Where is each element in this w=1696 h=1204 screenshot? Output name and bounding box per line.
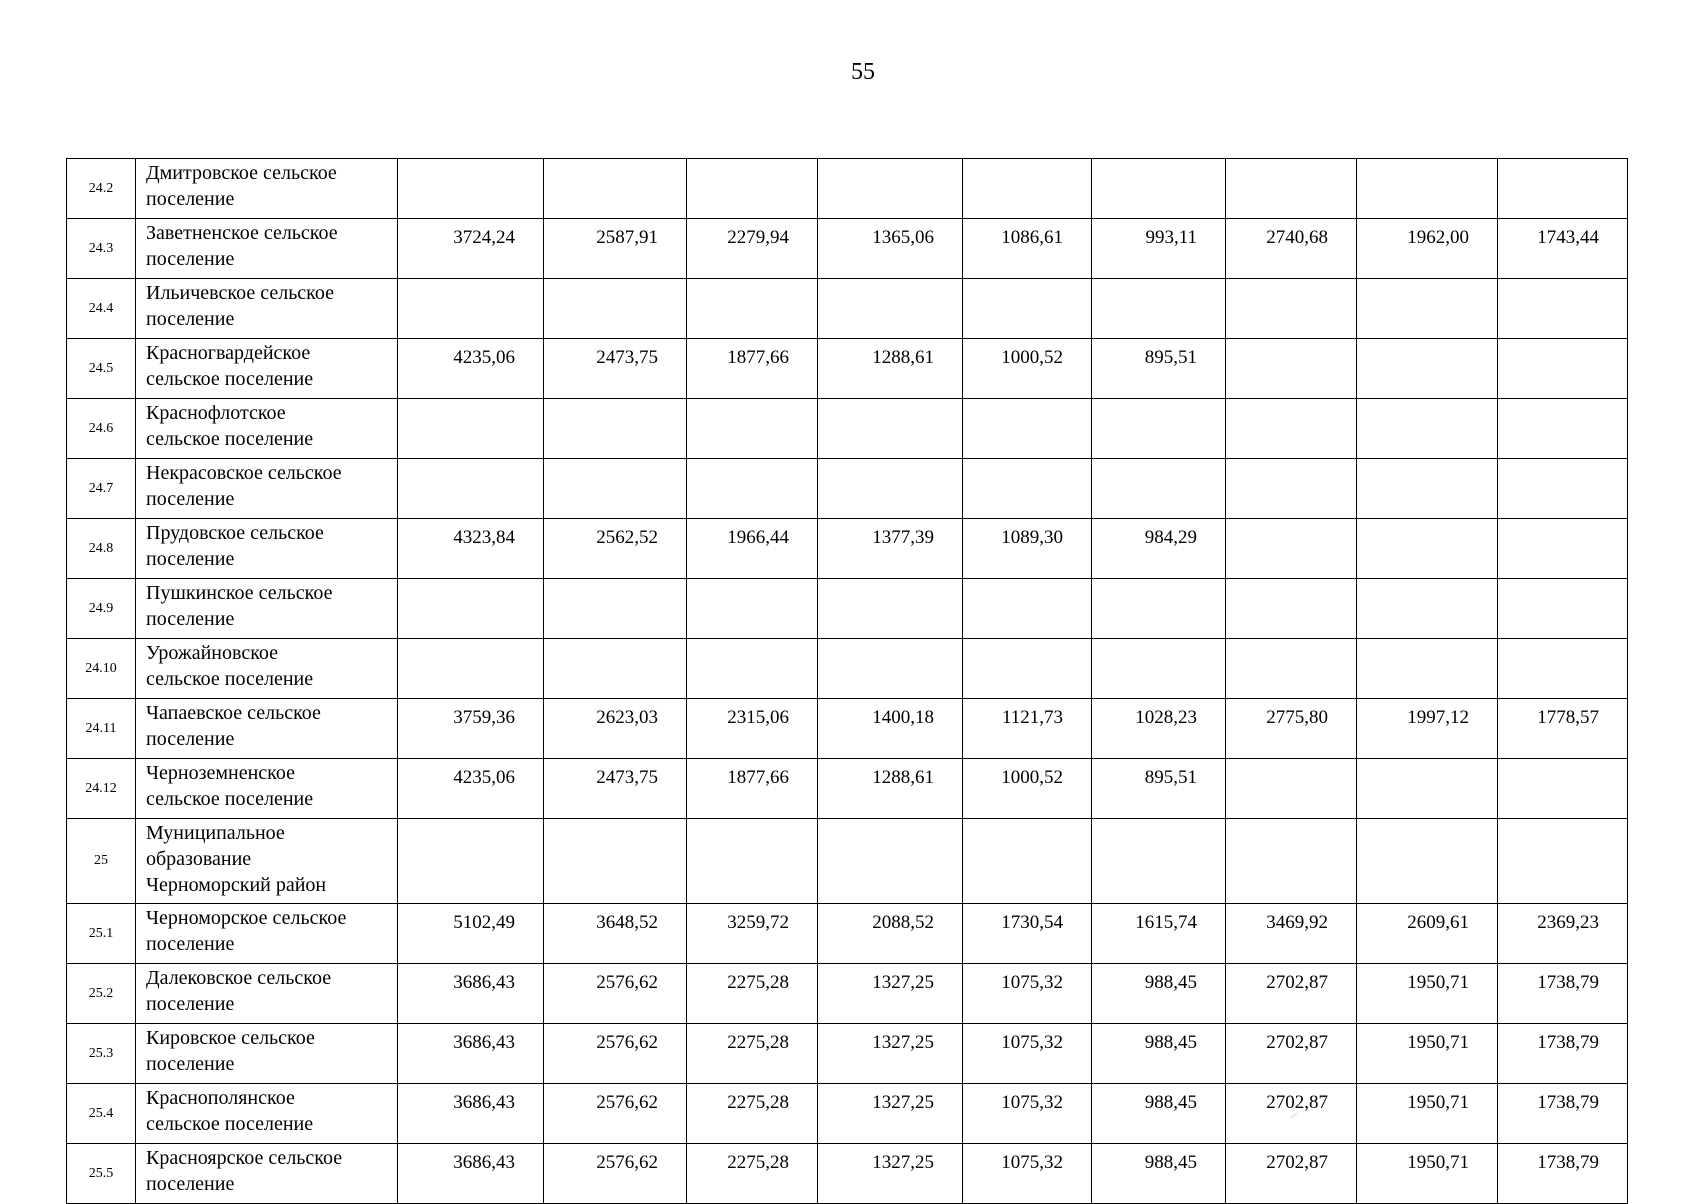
- settlement-name-line: сельское поселение: [146, 788, 314, 810]
- value-cell: [963, 399, 1092, 459]
- settlement-name: [136, 519, 398, 579]
- value-cell: [1357, 459, 1498, 519]
- value-cell: [1357, 399, 1498, 459]
- value-cell: [1226, 819, 1357, 904]
- value-cell: 895,51: [1092, 339, 1226, 399]
- value-cell: [1092, 459, 1226, 519]
- row-number: 24.7: [67, 459, 136, 519]
- value-cell: 1950,71: [1357, 964, 1498, 1024]
- value-cell: 1615,74: [1092, 904, 1226, 964]
- value-cell: 3686,43: [398, 1144, 544, 1204]
- value-cell: [398, 819, 544, 904]
- value-cell: [544, 579, 687, 639]
- value-cell: [1226, 459, 1357, 519]
- settlement-name-line: поселение: [146, 188, 235, 210]
- value-cell: [1357, 819, 1498, 904]
- value-cell: [963, 579, 1092, 639]
- value-cell: [544, 279, 687, 339]
- value-cell: [398, 399, 544, 459]
- settlement-name: [136, 219, 398, 279]
- settlement-name-line: Урожайновское: [146, 642, 279, 664]
- value-cell: 1950,71: [1357, 1084, 1498, 1144]
- value-cell: [963, 819, 1092, 904]
- value-cell: 1962,00: [1357, 219, 1498, 279]
- value-cell: [1092, 399, 1226, 459]
- value-cell: [398, 279, 544, 339]
- settlement-name-line: поселение: [146, 1173, 235, 1195]
- value-cell: 1327,25: [818, 1024, 963, 1084]
- value-cell: 1089,30: [963, 519, 1092, 579]
- value-cell: 1738,79: [1498, 1084, 1628, 1144]
- value-cell: [818, 159, 963, 219]
- value-cell: 1086,61: [963, 219, 1092, 279]
- value-cell: 988,45: [1092, 964, 1226, 1024]
- value-cell: 2775,80: [1226, 699, 1357, 759]
- settlement-name: [136, 339, 398, 399]
- settlement-name: [136, 399, 398, 459]
- settlement-name: [136, 279, 398, 339]
- value-cell: [1357, 639, 1498, 699]
- settlement-name-line: Черноземненское: [146, 762, 295, 784]
- value-cell: [1498, 399, 1628, 459]
- value-cell: [398, 639, 544, 699]
- value-cell: [963, 639, 1092, 699]
- value-cell: 2740,68: [1226, 219, 1357, 279]
- row-number: 25.3: [67, 1024, 136, 1084]
- value-cell: [544, 819, 687, 904]
- value-cell: [818, 819, 963, 904]
- settlement-name: [136, 1144, 398, 1204]
- value-cell: 5102,49: [398, 904, 544, 964]
- value-cell: 2576,62: [544, 964, 687, 1024]
- table-row: [67, 1024, 1628, 1084]
- value-cell: 988,45: [1092, 1024, 1226, 1084]
- value-cell: 2609,61: [1357, 904, 1498, 964]
- value-cell: 1075,32: [963, 1144, 1092, 1204]
- value-cell: 1365,06: [818, 219, 963, 279]
- value-cell: [1498, 279, 1628, 339]
- value-cell: 1950,71: [1357, 1024, 1498, 1084]
- row-number: 24.6: [67, 399, 136, 459]
- value-cell: 1075,32: [963, 1024, 1092, 1084]
- value-cell: 993,11: [1092, 219, 1226, 279]
- settlement-name-line: поселение: [146, 488, 235, 510]
- settlement-name: [136, 639, 398, 699]
- value-cell: 1778,57: [1498, 699, 1628, 759]
- value-cell: [1092, 159, 1226, 219]
- value-cell: [1357, 579, 1498, 639]
- value-cell: 1730,54: [963, 904, 1092, 964]
- value-cell: 2702,87: [1226, 964, 1357, 1024]
- value-cell: 2275,28: [687, 964, 818, 1024]
- value-cell: [1357, 279, 1498, 339]
- value-cell: 895,51: [1092, 759, 1226, 819]
- value-cell: [818, 639, 963, 699]
- value-cell: 1327,25: [818, 1144, 963, 1204]
- value-cell: 2473,75: [544, 759, 687, 819]
- tariff-table: [66, 158, 1628, 1204]
- table-row: [67, 904, 1628, 964]
- value-cell: [818, 579, 963, 639]
- value-cell: [687, 159, 818, 219]
- value-cell: 1075,32: [963, 964, 1092, 1024]
- table-row: [67, 639, 1628, 699]
- value-cell: 4323,84: [398, 519, 544, 579]
- value-cell: 1877,66: [687, 339, 818, 399]
- value-cell: 2587,91: [544, 219, 687, 279]
- settlement-name: [136, 1024, 398, 1084]
- settlement-name-line: Краснополянское: [146, 1087, 295, 1109]
- table-row: [67, 159, 1628, 219]
- value-cell: [1092, 819, 1226, 904]
- value-cell: 1966,44: [687, 519, 818, 579]
- settlement-name-line: сельское поселение: [146, 428, 314, 450]
- settlement-name-line: Дмитровское сельское: [146, 162, 337, 184]
- value-cell: [1226, 339, 1357, 399]
- settlement-name: [136, 699, 398, 759]
- row-number: 24.2: [67, 159, 136, 219]
- value-cell: 2576,62: [544, 1084, 687, 1144]
- table-row: [67, 1084, 1628, 1144]
- value-cell: [544, 459, 687, 519]
- value-cell: 3469,92: [1226, 904, 1357, 964]
- value-cell: 1000,52: [963, 759, 1092, 819]
- settlement-name-line: Краснофлотское: [146, 402, 286, 424]
- table-row: [67, 219, 1628, 279]
- value-cell: [1357, 519, 1498, 579]
- value-cell: 1400,18: [818, 699, 963, 759]
- value-cell: 2562,52: [544, 519, 687, 579]
- value-cell: 1743,44: [1498, 219, 1628, 279]
- value-cell: [818, 459, 963, 519]
- value-cell: 2473,75: [544, 339, 687, 399]
- settlement-name-line: Чапаевское сельское: [146, 702, 321, 724]
- value-cell: 3686,43: [398, 1024, 544, 1084]
- table-body: [67, 159, 1628, 1204]
- settlement-name-line: поселение: [146, 308, 235, 330]
- settlement-name-line: Черноморское сельское: [146, 907, 347, 929]
- value-cell: [1357, 339, 1498, 399]
- value-cell: [398, 459, 544, 519]
- row-number: 24.10: [67, 639, 136, 699]
- value-cell: 1288,61: [818, 339, 963, 399]
- value-cell: [1226, 159, 1357, 219]
- settlement-name-line: Ильичевское сельское: [146, 282, 335, 304]
- table-row: [67, 399, 1628, 459]
- value-cell: [1498, 459, 1628, 519]
- value-cell: [1498, 519, 1628, 579]
- value-cell: 2279,94: [687, 219, 818, 279]
- row-number: 25.5: [67, 1144, 136, 1204]
- value-cell: [1498, 579, 1628, 639]
- value-cell: [687, 279, 818, 339]
- value-cell: [1226, 639, 1357, 699]
- settlement-name-line: поселение: [146, 248, 235, 270]
- settlement-name-line: Заветненское сельское: [146, 222, 338, 244]
- value-cell: 2315,06: [687, 699, 818, 759]
- settlement-name-line: поселение: [146, 608, 235, 630]
- value-cell: [1226, 519, 1357, 579]
- table-row: [67, 819, 1628, 904]
- value-cell: 2702,87: [1226, 1024, 1357, 1084]
- row-number: 24.4: [67, 279, 136, 339]
- settlement-name-line: Далековское сельское: [146, 967, 332, 989]
- row-number: 25.2: [67, 964, 136, 1024]
- row-number: 25.4: [67, 1084, 136, 1144]
- value-cell: 4235,06: [398, 339, 544, 399]
- settlement-name: [136, 759, 398, 819]
- value-cell: [1226, 759, 1357, 819]
- value-cell: 1877,66: [687, 759, 818, 819]
- value-cell: 1738,79: [1498, 964, 1628, 1024]
- value-cell: [963, 459, 1092, 519]
- value-cell: [1092, 279, 1226, 339]
- value-cell: 2088,52: [818, 904, 963, 964]
- value-cell: [1357, 759, 1498, 819]
- value-cell: [544, 399, 687, 459]
- value-cell: 1738,79: [1498, 1144, 1628, 1204]
- settlement-name-line: поселение: [146, 933, 235, 955]
- value-cell: 3686,43: [398, 1084, 544, 1144]
- value-cell: 2275,28: [687, 1084, 818, 1144]
- value-cell: 1075,32: [963, 1084, 1092, 1144]
- value-cell: [544, 639, 687, 699]
- row-number: 24.11: [67, 699, 136, 759]
- value-cell: [1498, 819, 1628, 904]
- value-cell: [398, 159, 544, 219]
- table-row: [67, 459, 1628, 519]
- settlement-name-line: сельское поселение: [146, 668, 314, 690]
- value-cell: [818, 399, 963, 459]
- value-cell: 2275,28: [687, 1144, 818, 1204]
- value-cell: [1226, 579, 1357, 639]
- settlement-name-line: Некрасовское сельское: [146, 462, 342, 484]
- value-cell: [963, 279, 1092, 339]
- value-cell: 1377,39: [818, 519, 963, 579]
- value-cell: 3259,72: [687, 904, 818, 964]
- value-cell: [1357, 159, 1498, 219]
- value-cell: [1092, 579, 1226, 639]
- settlement-name: [136, 819, 398, 904]
- value-cell: [687, 579, 818, 639]
- value-cell: 3759,36: [398, 699, 544, 759]
- settlement-name-line: образование: [146, 848, 252, 870]
- value-cell: 2576,62: [544, 1024, 687, 1084]
- value-cell: [1498, 639, 1628, 699]
- value-cell: 988,45: [1092, 1084, 1226, 1144]
- settlement-name: [136, 579, 398, 639]
- value-cell: 1288,61: [818, 759, 963, 819]
- value-cell: [687, 459, 818, 519]
- settlement-name: [136, 904, 398, 964]
- value-cell: 3686,43: [398, 964, 544, 1024]
- value-cell: [544, 159, 687, 219]
- value-cell: 2623,03: [544, 699, 687, 759]
- value-cell: 1738,79: [1498, 1024, 1628, 1084]
- value-cell: 3648,52: [544, 904, 687, 964]
- table-row: [67, 1144, 1628, 1204]
- settlement-name-line: Черноморский район: [146, 874, 327, 896]
- settlement-name-line: Пушкинское сельское: [146, 582, 333, 604]
- page-number: 55: [851, 59, 875, 85]
- row-number: 25: [67, 819, 136, 904]
- settlement-name: [136, 1084, 398, 1144]
- value-cell: 1327,25: [818, 1084, 963, 1144]
- value-cell: 1000,52: [963, 339, 1092, 399]
- value-cell: [1498, 159, 1628, 219]
- settlement-name-line: поселение: [146, 993, 235, 1015]
- value-cell: 2702,87: [1226, 1144, 1357, 1204]
- value-cell: 1327,25: [818, 964, 963, 1024]
- settlement-name: [136, 459, 398, 519]
- row-number: 24.9: [67, 579, 136, 639]
- settlement-name-line: поселение: [146, 548, 235, 570]
- settlement-name-line: Муниципальное: [146, 822, 285, 844]
- table-row: [67, 279, 1628, 339]
- row-number: 24.12: [67, 759, 136, 819]
- value-cell: [1226, 279, 1357, 339]
- value-cell: [398, 579, 544, 639]
- settlement-name-line: сельское поселение: [146, 1113, 314, 1135]
- row-number: 24.5: [67, 339, 136, 399]
- value-cell: 1950,71: [1357, 1144, 1498, 1204]
- value-cell: [1092, 639, 1226, 699]
- table-row: [67, 759, 1628, 819]
- table-row: [67, 339, 1628, 399]
- value-cell: [963, 159, 1092, 219]
- row-number: 24.3: [67, 219, 136, 279]
- value-cell: [1498, 339, 1628, 399]
- value-cell: [1226, 399, 1357, 459]
- table-row: [67, 579, 1628, 639]
- value-cell: 1997,12: [1357, 699, 1498, 759]
- value-cell: [687, 399, 818, 459]
- value-cell: 1121,73: [963, 699, 1092, 759]
- value-cell: 984,29: [1092, 519, 1226, 579]
- table-row: [67, 519, 1628, 579]
- settlement-name-line: Красногвардейское: [146, 342, 311, 364]
- settlement-name: [136, 964, 398, 1024]
- value-cell: 3724,24: [398, 219, 544, 279]
- settlement-name-line: Кировское сельское: [146, 1027, 315, 1049]
- settlement-name: [136, 159, 398, 219]
- settlement-name-line: Прудовское сельское: [146, 522, 324, 544]
- settlement-name-line: поселение: [146, 728, 235, 750]
- value-cell: 2369,23: [1498, 904, 1628, 964]
- value-cell: [687, 819, 818, 904]
- settlement-name-line: сельское поселение: [146, 368, 314, 390]
- value-cell: 2576,62: [544, 1144, 687, 1204]
- table-row: [67, 964, 1628, 1024]
- value-cell: 988,45: [1092, 1144, 1226, 1204]
- settlement-name-line: поселение: [146, 1053, 235, 1075]
- value-cell: 4235,06: [398, 759, 544, 819]
- value-cell: [1498, 759, 1628, 819]
- value-cell: 1028,23: [1092, 699, 1226, 759]
- value-cell: [818, 279, 963, 339]
- value-cell: 2702,87: [1226, 1084, 1357, 1144]
- row-number: 24.8: [67, 519, 136, 579]
- value-cell: 2275,28: [687, 1024, 818, 1084]
- value-cell: [687, 639, 818, 699]
- settlement-name-line: Красноярское сельское: [146, 1147, 343, 1169]
- row-number: 25.1: [67, 904, 136, 964]
- table-row: [67, 699, 1628, 759]
